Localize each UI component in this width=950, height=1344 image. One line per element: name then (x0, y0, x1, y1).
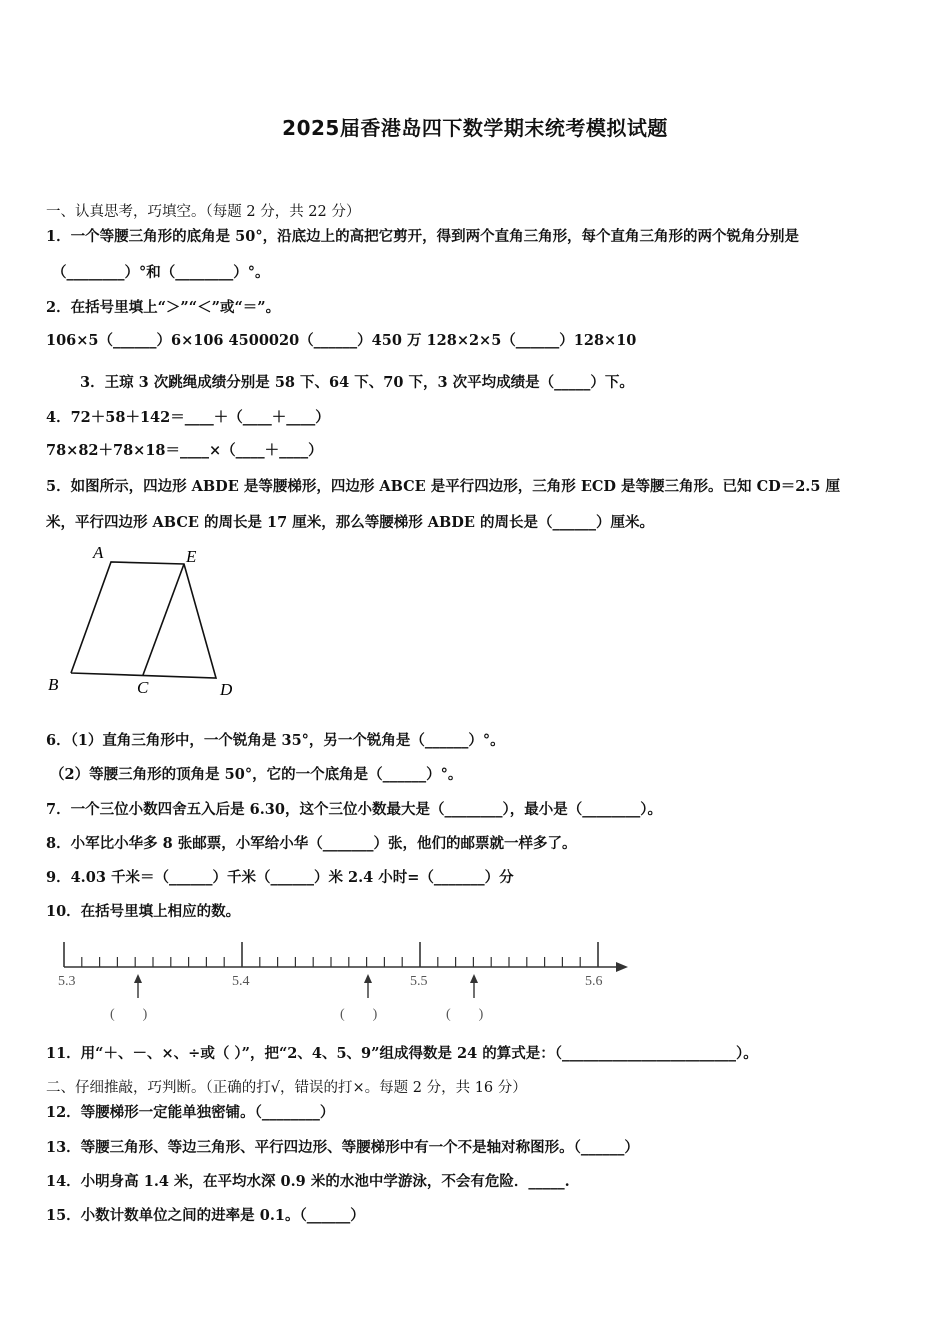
label-d: D (220, 680, 233, 699)
tick-label-5-3: 5.3 (58, 974, 76, 989)
answer-blank-1: ( ) (110, 1007, 148, 1022)
arrow-3 (470, 974, 478, 998)
question-1-line-1: 1．一个等腰三角形的底角是 50°，沿底边上的高把它剪开，得到两个直角三角形，每个直角三角形的两个锐角分别是 (46, 228, 800, 245)
segment-ce (143, 564, 184, 675)
arrow-2 (364, 974, 372, 998)
number-line (50, 935, 650, 1030)
tick-label-5-5: 5.5 (410, 974, 428, 989)
question-5-line-2: 米，平行四边形 ABCE 的周长是 17 厘米，那么等腰梯形 ABDE 的周长是（______）厘米。 (46, 514, 654, 531)
number-line-arrowhead (616, 962, 628, 972)
answer-blank-3: ( ) (446, 1007, 484, 1022)
trapezoid-figure (40, 538, 250, 703)
question-12: 12．等腰梯形一定能单独密铺。（________） (46, 1104, 335, 1121)
tick-label-5-6: 5.6 (585, 974, 603, 989)
question-1-line-2: （________）°和（________）°。 (52, 264, 270, 281)
question-6-part-1: 6．（1）直角三角形中，一个锐角是 35°，另一个锐角是（______）°。 (46, 732, 505, 749)
question-4-line-1: 4．72＋58＋142＝____＋（____＋____） (46, 409, 330, 426)
question-6-part-2: （2）等腰三角形的顶角是 50°，它的一个底角是（______）°。 (50, 766, 463, 783)
question-15: 15．小数计数单位之间的进率是 0.1。（______） (46, 1207, 365, 1224)
question-11: 11．用“＋、－、×、÷或（ ）”，把“2、4、5、9”组成得数是 24 的算式是：（________________________）。 (46, 1045, 758, 1062)
question-9: 9．4.03 千米＝（______）千米（______）米 2.4 小时=（_______）分 (46, 869, 514, 886)
label-c: C (137, 678, 149, 697)
section-1-heading: 一、认真思考，巧填空。（每题 2 分，共 22 分） (46, 204, 361, 220)
answer-blank-2: ( ) (340, 1007, 378, 1022)
question-7: 7．一个三位小数四舍五入后是 6.30，这个三位小数最大是（________），最小是（________）。 (46, 801, 662, 818)
label-e: E (186, 547, 197, 566)
question-3: 3．王琼 3 次跳绳成绩分别是 58 下、64 下、70 下，3 次平均成绩是（_____）下。 (80, 374, 634, 391)
label-b: B (48, 675, 59, 694)
question-14: 14．小明身高 1.4 米，在平均水深 0.9 米的水池中学游泳，不会有危险．_____. (46, 1173, 570, 1190)
tick-label-5-4: 5.4 (232, 974, 250, 989)
question-4-line-2: 78×82＋78×18＝____×（____＋____） (46, 442, 323, 459)
question-2: 2．在括号里填上“＞”“＜”或“＝”。 (46, 299, 281, 316)
question-2-items: 106×5（______）6×106 4500020（______）450 万 128×2×5（______）128×10 (46, 332, 637, 349)
question-8: 8．小军比小华多 8 张邮票，小军给小华（_______）张，他们的邮票就一样多了。 (46, 835, 577, 852)
section-2-heading: 二、仔细推敲，巧判断。（正确的打√，错误的打×。每题 2 分，共 16 分） (46, 1080, 527, 1096)
trapezoid-outline (71, 562, 216, 678)
question-13: 13．等腰三角形、等边三角形、平行四边形、等腰梯形中有一个不是轴对称图形。（______） (46, 1139, 639, 1156)
page-title: 2025届香港岛四下数学期末统考模拟试题 (282, 116, 668, 140)
arrow-1 (134, 974, 142, 998)
label-a: A (93, 543, 104, 562)
question-10: 10．在括号里填上相应的数。 (46, 903, 241, 920)
question-5-line-1: 5．如图所示，四边形 ABDE 是等腰梯形，四边形 ABCE 是平行四边形，三角形 ECD 是等腰三角形。已知 CD＝2.5 厘 (46, 478, 840, 495)
